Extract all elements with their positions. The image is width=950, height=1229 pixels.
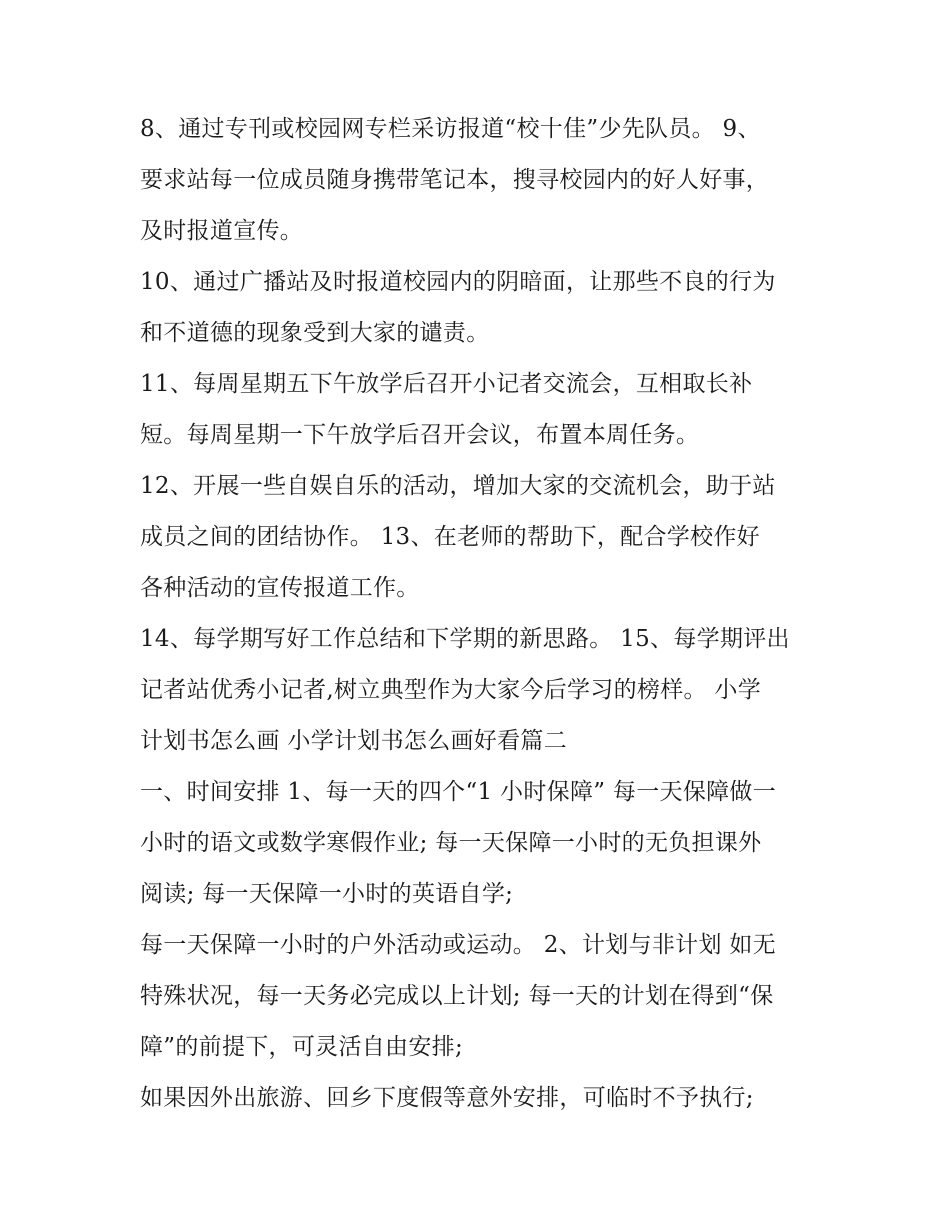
document-body (140, 104, 820, 1124)
text-line: 和不道德的现象受到大家的谴责。 (140, 320, 490, 346)
text-line: 记者站优秀小记者,树立典型作为大家今后学习的榜样。 小学 (140, 677, 762, 703)
text-line: 特殊状况，每一天务必完成以上计划; 每一天的计划在得到“保 (140, 983, 774, 1009)
text-line: 一、时间安排 1、每一天的四个“1 小时保障” 每一天保障做一 (140, 779, 777, 805)
text-line: 各种活动的宣传报道工作。 (140, 575, 420, 601)
text-line: 要求站每一位成员随身携带笔记本，搜寻校园内的好人好事， (140, 167, 770, 193)
text-line: 8、通过专刊或校园网专栏采访报道“校十佳”少先队员。 9、 (140, 116, 761, 142)
text-line: 短。每周星期一下午放学后召开会议，布置本周任务。 (140, 422, 700, 448)
text-line: 小时的语文或数学寒假作业; 每一天保障一小时的无负担课外 (140, 830, 762, 856)
text-line: 成员之间的团结协作。 13、在老师的帮助下，配合学校作好 (140, 524, 760, 550)
text-line: 及时报道宣传。 (140, 218, 304, 244)
text-line: 14、每学期写好工作总结和下学期的新思路。 15、每学期评出 (140, 626, 790, 652)
text-line: 11、每周星期五下午放学后召开小记者交流会，互相取长补 (140, 371, 753, 397)
text-line: 12、开展一些自娱自乐的活动，增加大家的交流机会，助于站 (140, 473, 776, 499)
text-line: 10、通过广播站及时报道校园内的阴暗面，让那些不良的行为 (140, 269, 776, 295)
text-line: 阅读; 每一天保障一小时的英语自学; (140, 881, 514, 907)
text-line: 计划书怎么画 小学计划书怎么画好看篇二 (140, 728, 568, 754)
text-line: 如果因外出旅游、回乡下度假等意外安排，可临时不予执行; (140, 1085, 754, 1111)
text-line: 障”的前提下，可灵活自由安排; (140, 1034, 464, 1060)
text-line: 每一天保障一小时的户外活动或运动。 2、计划与非计划 如无 (140, 932, 776, 958)
